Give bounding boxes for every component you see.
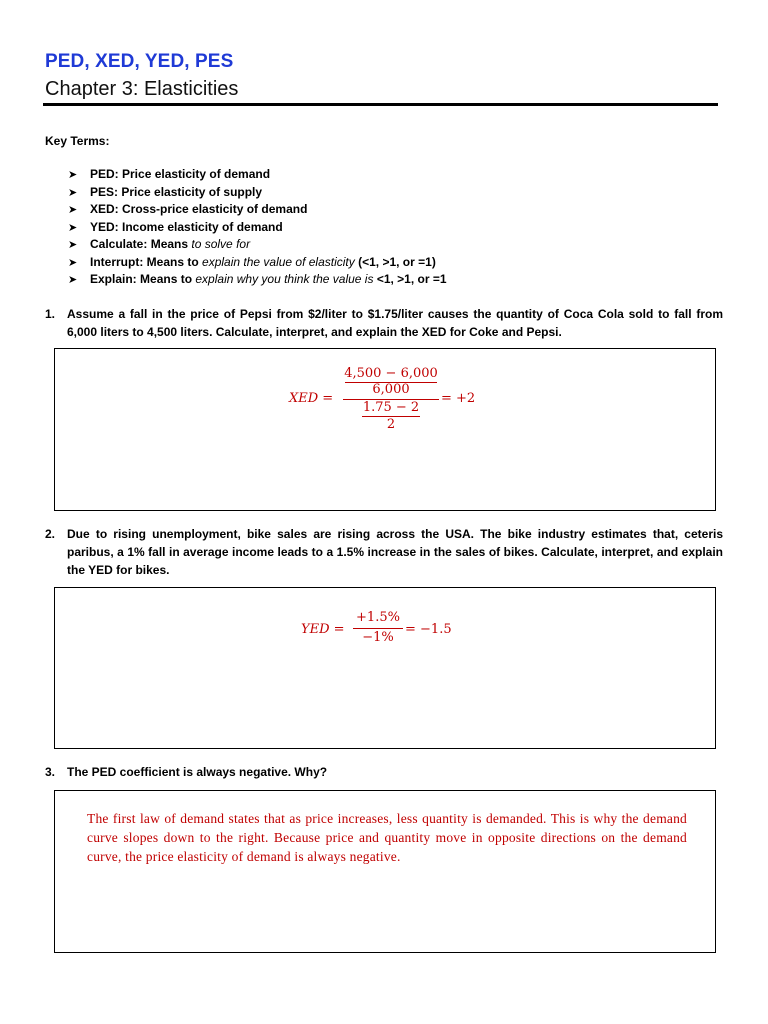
answer-text: The first law of demand states that as price increases, less quantity is demanded. This is why the demand curve slopes down to the right. Because price and quantity move in opposite directions on the demand curve, the price elasticity of demand is always negative. — [87, 811, 687, 864]
key-terms-list — [68, 166, 447, 289]
key-term-item — [68, 219, 447, 237]
answer-box-3[interactable] — [54, 790, 716, 953]
question-text: Assume a fall in the price of Pepsi from $2/liter to $1.75/liter causes the quantity of Coca Cola sold to fall from 6,000 liters to 4,500 liters. Calculate, interpret, and explain the XED for Coke and Pepsi. — [67, 307, 723, 339]
term-definition: Means — [147, 237, 192, 251]
term-definition: Income elasticity of demand — [118, 219, 283, 234]
answer-box-2[interactable] — [54, 587, 716, 749]
term-label: XED: — [90, 202, 119, 216]
question-number: 2. — [45, 527, 56, 541]
term-definition: Means to — [136, 272, 196, 286]
bottom-numerator: 1.75 − 2 — [362, 400, 420, 415]
key-term-item — [68, 271, 447, 289]
term-definition: Means to — [143, 254, 203, 269]
term-definition-italic: explain why you think the value is — [195, 272, 374, 286]
key-term-item — [68, 201, 447, 219]
question-text: Due to rising unemployment, bike sales are rising across the USA. The bike industry estimates that, ceteris paribus, a 1% fall in average income leads to a 1.5% increase in the sales of bikes. Calculate, interpret, and explain the YED for bikes. — [67, 527, 723, 577]
arrowhead-bullet-icon: ➤ — [68, 186, 78, 199]
arrowhead-bullet-icon: ➤ — [68, 239, 78, 251]
xed-formula — [55, 349, 715, 510]
arrowhead-bullet-icon: ➤ — [68, 221, 78, 234]
header-divider — [43, 103, 718, 106]
formula-result: = +2 — [441, 391, 476, 406]
term-label: YED: — [90, 219, 119, 234]
denominator: −1% — [362, 630, 394, 645]
arrowhead-bullet-icon: ➤ — [68, 204, 78, 216]
key-term-item — [68, 184, 447, 202]
chapter-subtitle: Chapter 3: Elasticities — [45, 78, 239, 100]
page-title: PED, XED, YED, PES — [45, 51, 234, 72]
question-number: 3. — [45, 765, 56, 779]
term-label: PED: — [90, 167, 119, 181]
bottom-denominator: 2 — [386, 417, 396, 432]
key-term-item — [68, 254, 447, 272]
question-1 — [45, 305, 723, 341]
arrowhead-bullet-icon: ➤ — [68, 169, 78, 181]
formula-lhs: XED = — [289, 391, 334, 406]
fraction-bar — [353, 628, 403, 629]
term-definition-italic: to solve for — [191, 237, 251, 251]
term-definition-tail: <1, >1, or =1 — [373, 272, 447, 286]
term-definition: Price elasticity of supply — [118, 184, 263, 199]
top-denominator: 6,000 — [372, 382, 410, 397]
term-label: Interrupt: — [90, 254, 144, 269]
answer-box-1[interactable] — [54, 348, 716, 511]
yed-formula — [55, 588, 715, 748]
term-label: Explain: — [90, 272, 137, 286]
key-term-item — [68, 166, 447, 184]
key-term-item — [68, 236, 447, 254]
question-number: 1. — [45, 307, 56, 321]
term-definition-tail: (<1, >1, or =1) — [354, 254, 436, 269]
numerator: +1.5% — [356, 610, 400, 625]
term-definition: Price elasticity of demand — [118, 167, 271, 181]
term-definition: Cross-price elasticity of demand — [118, 202, 308, 216]
question-text: The PED coefficient is always negative. Why? — [67, 765, 328, 779]
arrowhead-bullet-icon: ➤ — [68, 256, 78, 269]
top-numerator: 4,500 − 6,000 — [344, 366, 438, 381]
key-terms-heading: Key Terms: — [45, 134, 110, 148]
question-3 — [45, 763, 723, 781]
formula-result: = −1.5 — [405, 622, 452, 637]
arrowhead-bullet-icon: ➤ — [68, 274, 78, 286]
term-label: Calculate: — [90, 237, 148, 251]
term-label: PES: — [90, 184, 119, 199]
question-2 — [45, 525, 723, 579]
formula-lhs: YED = — [301, 622, 345, 637]
term-definition-italic: explain the value of elasticity — [202, 254, 355, 269]
